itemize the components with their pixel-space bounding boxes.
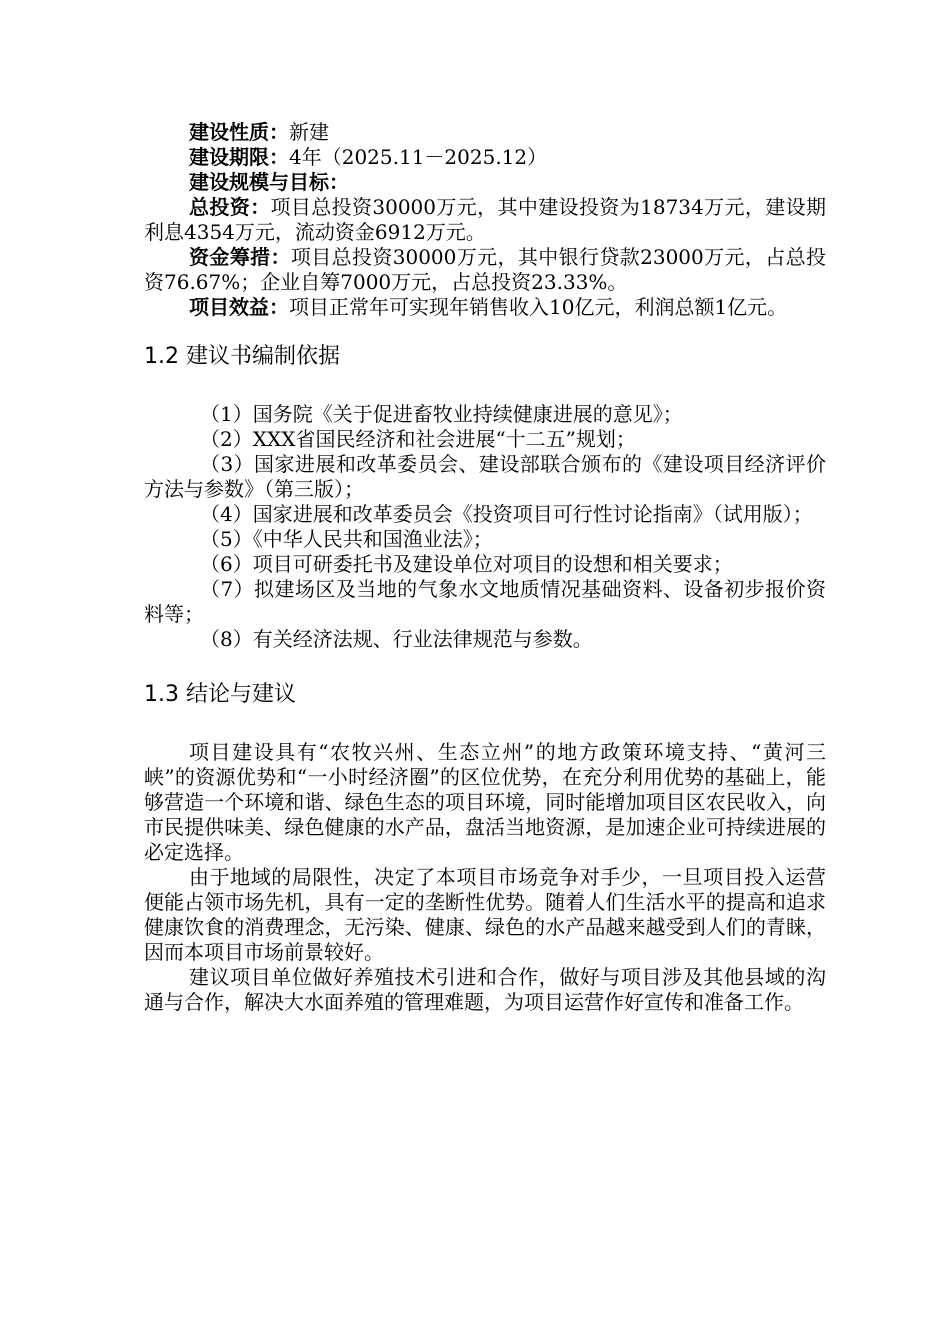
document-body — [144, 120, 826, 1015]
financing-value: 项目总投资30000万元，其中银行贷款23000万元，占总投资76.67%；企业自筹7000万元，占总投资23.33%。 — [144, 245, 826, 294]
project-benefit-value: 项目正常年可实现年销售收入10亿元，利润总额1亿元。 — [289, 295, 788, 319]
construction-scale-label: 建设规模与目标： — [189, 170, 349, 194]
project-benefit-label: 项目效益： — [189, 295, 289, 319]
conclusion-paragraph: 建议项目单位做好养殖技术引进和合作，做好与项目涉及其他县域的沟通与合作，解决大水面养殖的管理难题，为项目运营作好宣传和准备工作。 — [144, 965, 826, 1014]
financing-label: 资金筹措： — [189, 245, 291, 269]
basis-item: （7）拟建场区及当地的气象水文地质情况基础资料、设备初步报价资料等； — [144, 577, 826, 626]
construction-period-value: 4年（2025.11－2025.12） — [289, 145, 548, 169]
conclusion-paragraph: 由于地域的局限性，决定了本项目市场竞争对手少，一旦项目投入运营便能占领市场先机，具有一定的垄断性优势。随着人们生活水平的提高和追求健康饮食的消费理念，无污染、健康、绿色的水产品越来越受到人们的青睐，因而本项目市场前景较好。 — [144, 865, 826, 964]
construction-nature-label: 建设性质： — [189, 120, 289, 144]
total-investment-value: 项目总投资30000万元，其中建设投资为18734万元，建设期利息4354万元，流动资金6912万元。 — [144, 195, 826, 244]
basis-item: （8）有关经济法规、行业法律规范与参数。 — [200, 627, 593, 651]
financing-paragraph — [144, 245, 826, 295]
construction-period-line — [144, 145, 826, 170]
construction-nature-line — [144, 120, 826, 145]
basis-item: （5）《中华人民共和国渔业法》； — [200, 527, 493, 551]
basis-item: （4）国家进展和改革委员会《投资项目可行性讨论指南》（试用版）； — [200, 502, 813, 526]
basis-item: （1）国务院《关于促进畜牧业持续健康进展的意见》； — [200, 402, 683, 426]
project-benefit-paragraph — [144, 295, 826, 320]
total-investment-label: 总投资： — [189, 195, 271, 219]
construction-nature-value: 新建 — [289, 120, 329, 144]
total-investment-paragraph — [144, 195, 826, 245]
construction-scale-line — [144, 170, 826, 195]
basis-item: （6）项目可研委托书及建设单位对项目的设想和相关要求； — [200, 552, 733, 576]
basis-item: （3）国家进展和改革委员会、建设部联合颁布的《建设项目经济评价方法与参数》（第三版）； — [144, 452, 826, 501]
conclusion-paragraph: 项目建设具有“农牧兴州、生态立州”的地方政策环境支持、“黄河三峡”的资源优势和“一小时经济圈”的区位优势，在充分利用优势的基础上，能够营造一个环境和谐、绿色生态的项目环境，同时能增加项目区农民收入，向市民提供味美、绿色健康的水产品，盘活当地资源，是加速企业可持续进展的必定选择。 — [144, 740, 826, 864]
basis-item: （2）XXX省国民经济和社会进展“十二五”规划； — [200, 427, 636, 451]
section-1-3-heading: 1.3 结论与建议 — [144, 682, 296, 707]
section-1-2-heading: 1.2 建议书编制依据 — [144, 344, 340, 369]
construction-period-label: 建设期限： — [189, 145, 289, 169]
